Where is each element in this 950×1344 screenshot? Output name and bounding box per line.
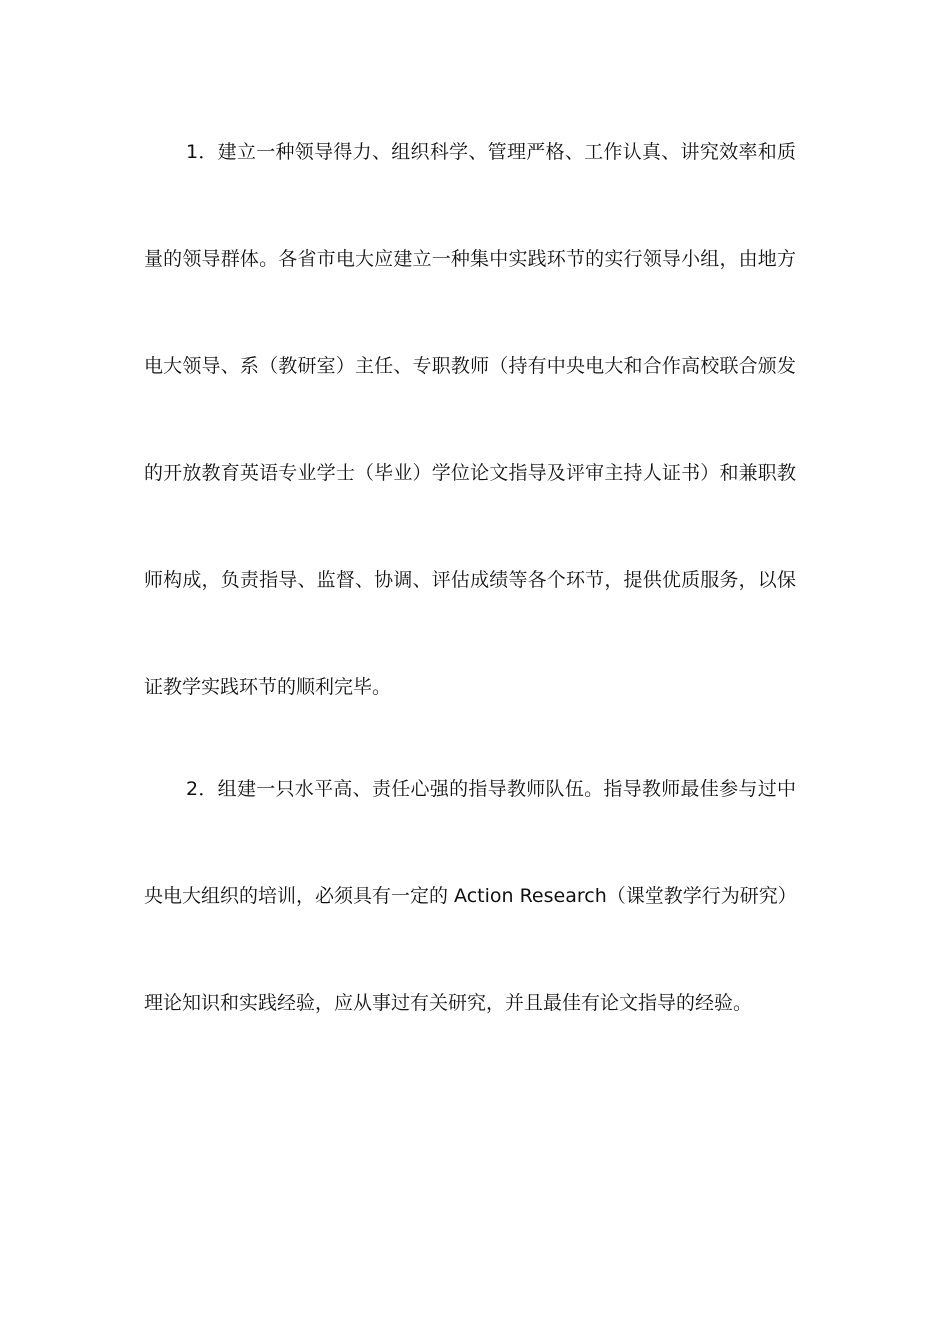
paragraph-1-line-2: 量的领导群体。各省市电大应建立一种集中实践环节的实行领导小组，由地方 (144, 248, 796, 270)
paragraph-1-line-4: 的开放教育英语专业学士（毕业）学位论文指导及评审主持人证书）和兼职教 (144, 462, 796, 484)
paragraph-1-line-1: 1．建立一种领导得力、组织科学、管理严格、工作认真、讲究效率和质 (186, 141, 796, 163)
paragraph-1-line-6: 证教学实践环节的顺利完毕。 (144, 676, 392, 698)
paragraph-2-line-2: 央电大组织的培训，必须具有一定的 Action Research（课堂教学行为研究） (144, 885, 797, 907)
paragraph-2-line-1: 2．组建一只水平高、责任心强的指导教师队伍。指导教师最佳参与过中 (186, 778, 796, 800)
paragraph-2-line-3: 理论知识和实践经验，应从事过有关研究，并且最佳有论文指导的经验。 (144, 992, 753, 1014)
paragraph-1-line-3: 电大领导、系（教研室）主任、专职教师（持有中央电大和合作高校联合颁发 (144, 355, 796, 377)
paragraph-1-line-5: 师构成，负责指导、监督、协调、评估成绩等各个环节，提供优质服务，以保 (144, 569, 796, 591)
